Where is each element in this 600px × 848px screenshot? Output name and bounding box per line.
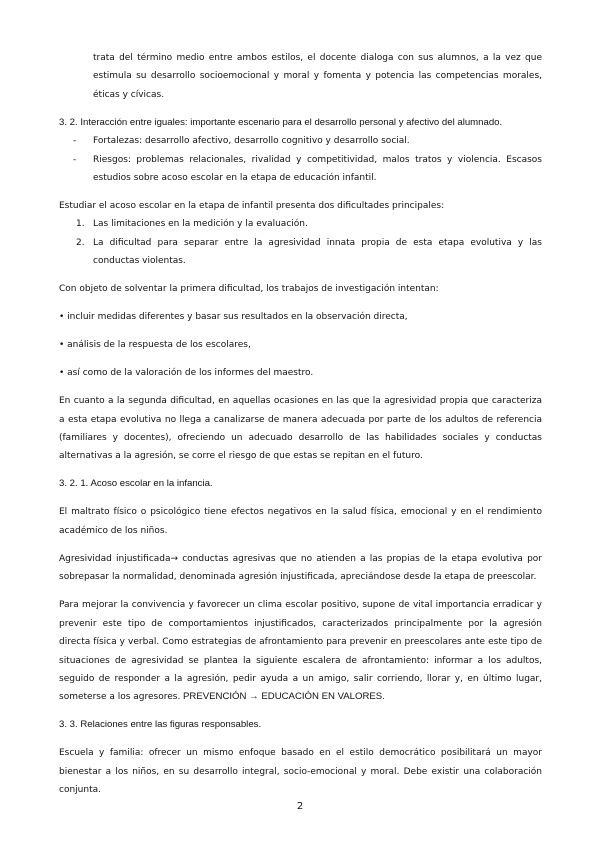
- maltreatment-paragraph: El maltrato físico o psicológico tiene efectos negativos en la salud física, emocional y en el rendimiento académico de los niños.: [59, 507, 542, 536]
- number-marker: 2.: [76, 237, 85, 248]
- list-item: [59, 215, 542, 233]
- list-item-text: Fortalezas: desarrollo afectivo, desarrollo cognitivo y desarrollo social.: [93, 136, 410, 147]
- research-item: • así como de la valoración de los informes del maestro.: [59, 368, 314, 379]
- list-item: [59, 151, 542, 188]
- list-item-text: Riesgos: problemas relacionales, rivalidad y competitividad, malos tratos y violencia. Escasos estudios sobre acoso escolar en la etapa de educación infantil.: [93, 154, 542, 184]
- list-item-text: Las limitaciones en la medición y la evaluación.: [93, 219, 308, 230]
- research-item: • incluir medidas diferentes y basar sus resultados en la observación directa,: [59, 312, 408, 323]
- list-item-text: La dificultad para separar entre la agresividad innata propia de esta etapa evolutiva y las conductas violentas.: [93, 237, 542, 267]
- difficulties-intro: Estudiar el acoso escolar en la etapa de infantil presenta dos dificultades principales:: [59, 201, 445, 212]
- section-3-2-1-heading: 3. 2. 1. Acoso escolar en la infancia.: [59, 478, 213, 490]
- list-item: [59, 132, 542, 150]
- page-number: 2: [296, 801, 304, 812]
- coping-strategies-paragraph: [59, 596, 542, 706]
- dash-marker: -: [73, 154, 77, 165]
- school-family-paragraph: Escuela y familia: ofrecer un mismo enfoque basado en el estilo democrático posibilitará un mayor bienestar a los niños, en su desarrollo integral, socio-emocional y moral. Debe existir una colaboración conjunta.: [59, 748, 542, 796]
- research-intro: Con objeto de solventar la primera dificultad, los trabajos de investigación intentan:: [59, 284, 439, 295]
- unjustified-aggression-paragraph: Agresividad injustificada→ conductas agresivas que no atienden a las propias de la etapa evolutiva por sobrepasar la normalidad, denominada agresión injustificada, apreciándose desde la etapa de preescolar.: [59, 553, 542, 583]
- list-item: [59, 234, 542, 271]
- difficulties-list: [59, 215, 542, 270]
- number-marker: 1.: [76, 219, 85, 230]
- section-3-2-heading: 3. 2. Interacción entre iguales: importante escenario para el desarrollo personal y afectivo del alumnado.: [59, 116, 503, 128]
- prevention-tagline: PREVENCIÓN → EDUCACIÓN EN VALORES.: [180, 691, 385, 703]
- section-3-3-heading: 3. 3. Relaciones entre las figuras responsables.: [59, 719, 262, 731]
- coping-strategies-text: Para mejorar la convivencia y favorecer un clima escolar positivo, supone de vital importancia erradicar y prevenir este tipo de comportamientos injustificados, caracterizados principalmente por la agresión directa física y verbal. Como estrategias de afrontamiento para prevenir en preescolares ante este tipo de situaciones de agresividad se plantea la siguiente escalera de afrontamiento: informar a los adultos, seguido de responder a la agresión, pedir ayuda a un amigo, salir corriendo, llorar y, en último lugar, someterse a los agresores.: [59, 600, 542, 703]
- second-difficulty-paragraph: En cuanto a la segunda dificultad, en aquellas ocasiones en las que la agresividad propia que caracteriza a esta etapa evolutiva no llega a canalizarse de manera adecuada por parte de los adultos de referencia (familiares y docentes), ofreciendo un adecuado desarrollo de las habilidades sociales y conductas alternativas a la agresión, se corre el riesgo de que estas se repitan en el futuro.: [59, 396, 542, 462]
- document-page: [59, 49, 542, 800]
- dash-marker: -: [73, 136, 77, 147]
- intro-paragraph: trata del término medio entre ambos estilos, el docente dialoga con sus alumnos, a la vez que estimula su desarrollo socioemocional y moral y fomenta y potencia las competencias morales, éticas y cívicas.: [93, 53, 542, 100]
- research-item: • análisis de la respuesta de los escolares,: [59, 340, 251, 351]
- strengths-risks-list: [59, 132, 542, 187]
